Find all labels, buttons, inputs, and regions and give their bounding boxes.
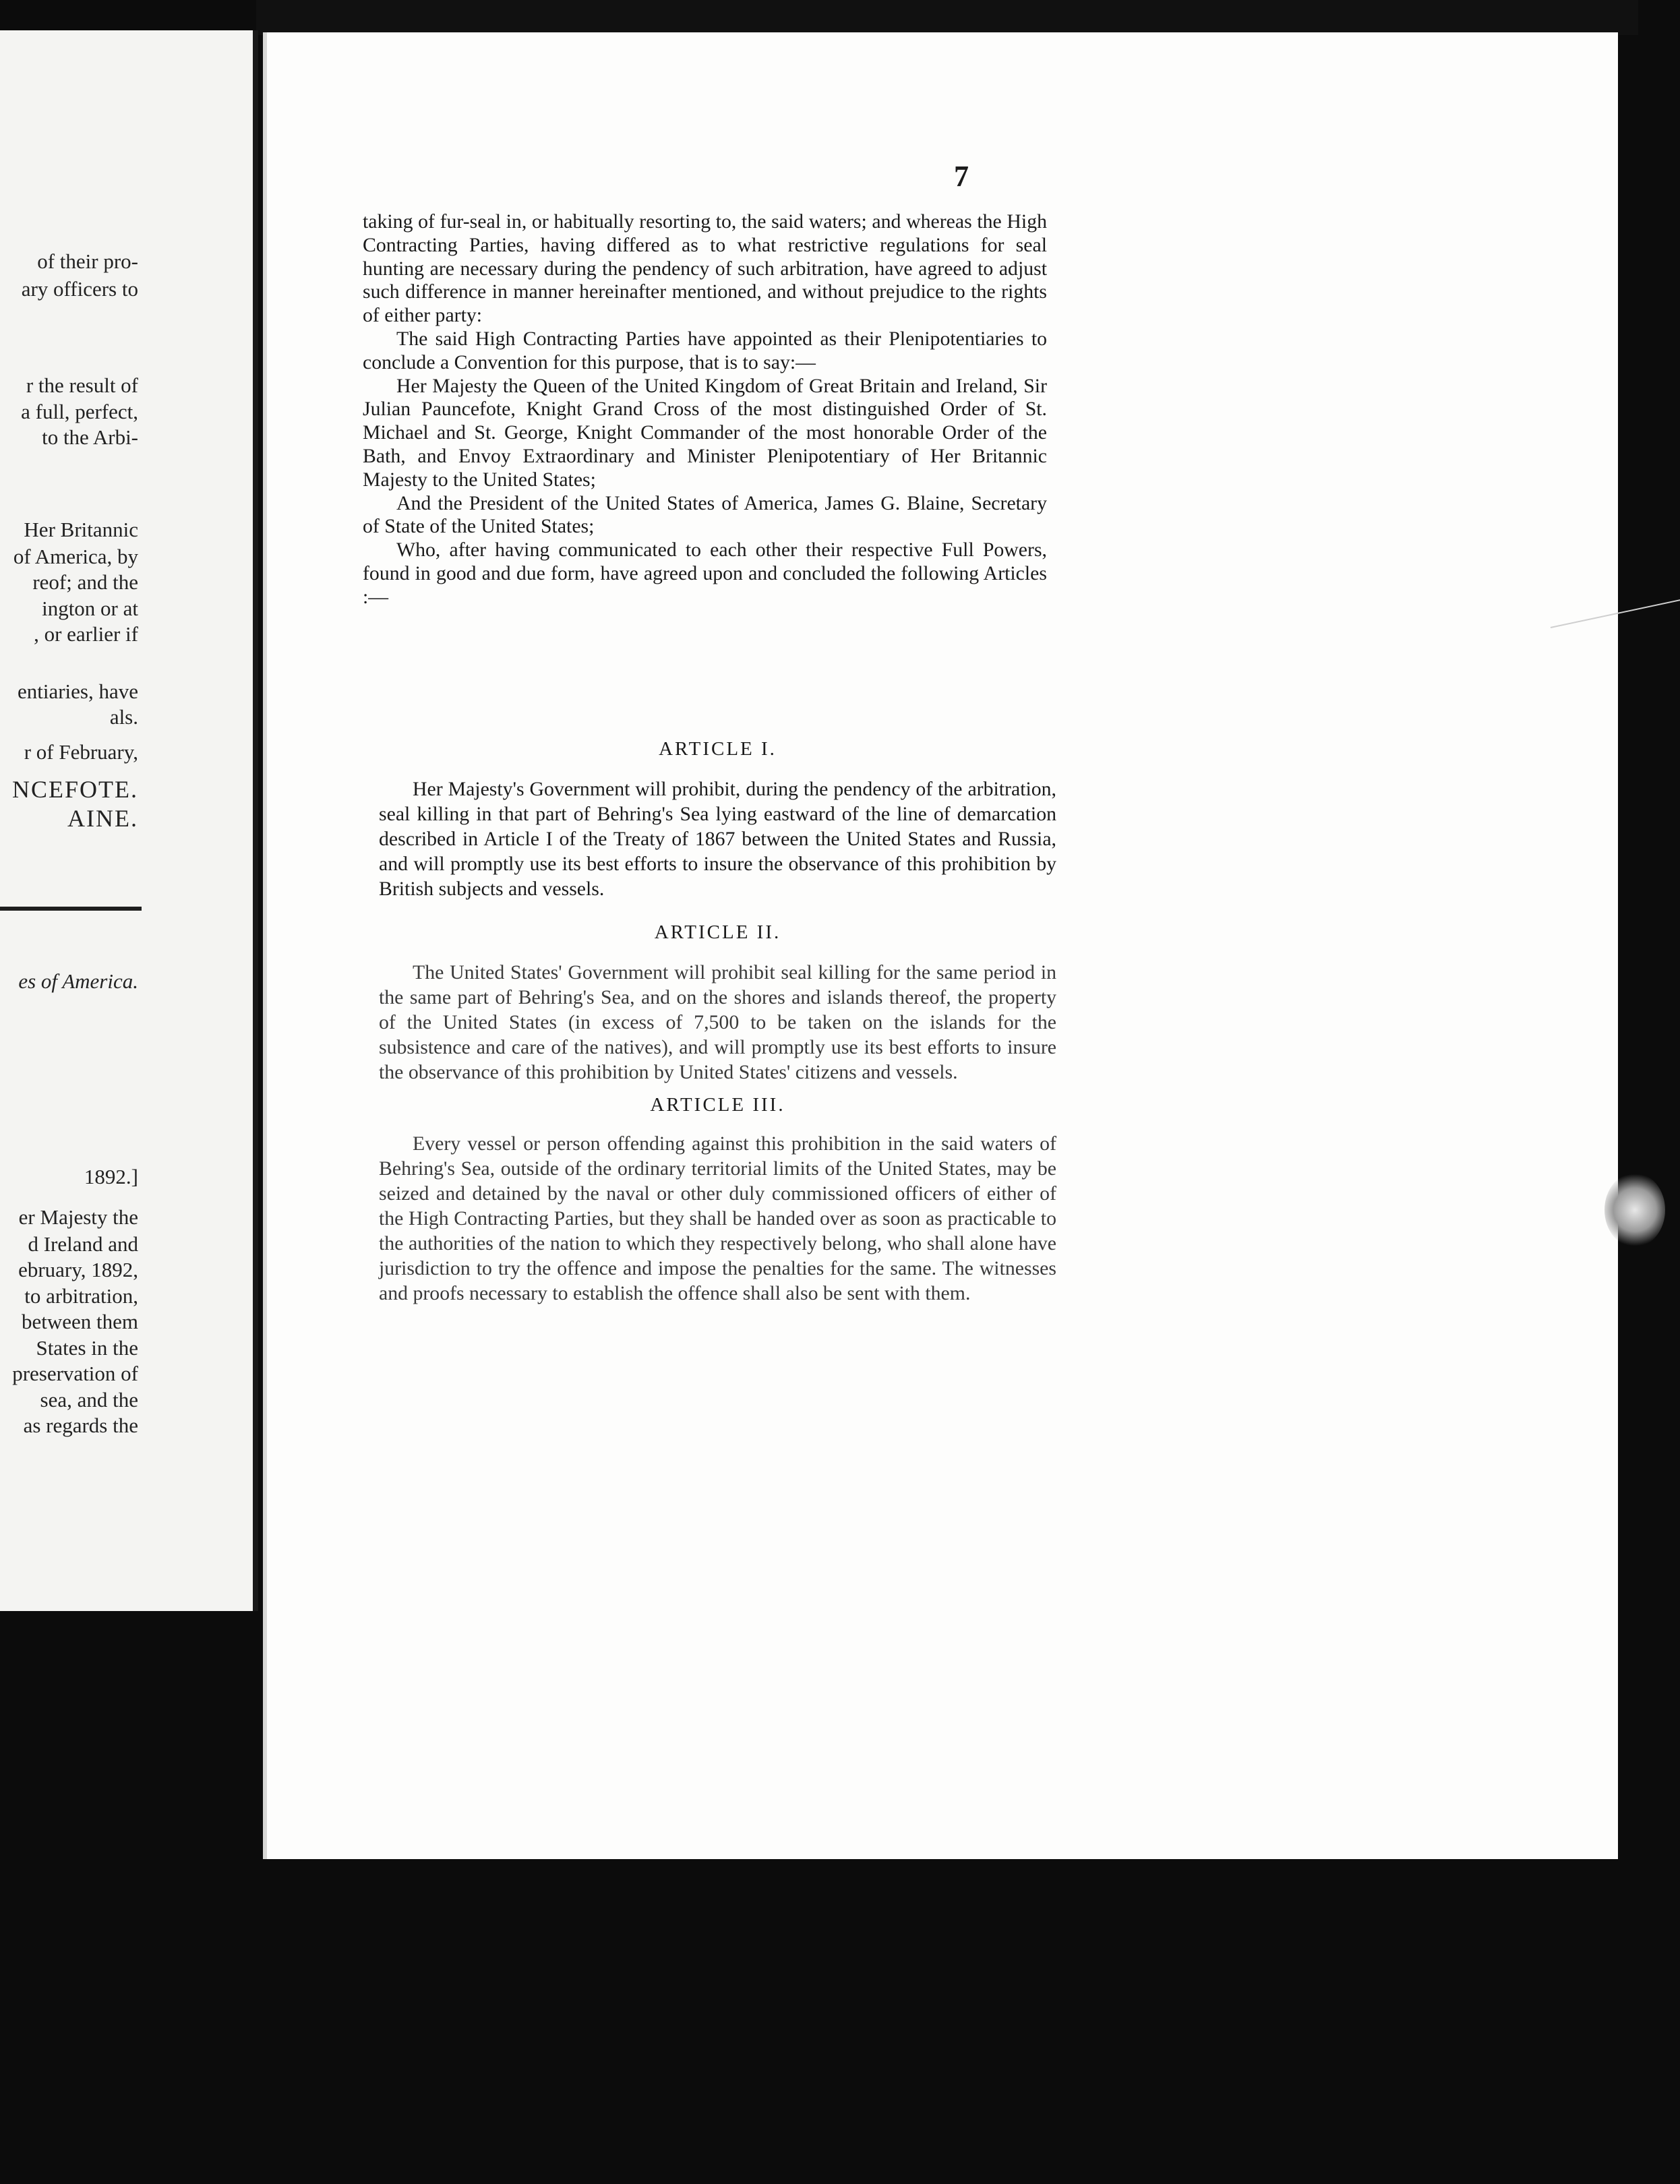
left-page-line: es of America.	[18, 969, 138, 993]
left-facing-page	[0, 30, 258, 1611]
left-page-line: als.	[109, 705, 138, 729]
left-page-rule	[0, 907, 142, 911]
left-page-line: er Majesty the	[18, 1205, 138, 1229]
left-page-line: States in the	[36, 1336, 138, 1360]
left-page-line: of their pro-	[37, 249, 138, 273]
left-page-line: ary officers to	[21, 277, 138, 301]
left-page-line: 1892.]	[84, 1165, 138, 1188]
left-page-line: between them	[21, 1310, 138, 1333]
left-page-line: a full, perfect,	[21, 400, 138, 423]
preamble-text	[363, 210, 1047, 609]
scan-border-top	[256, 0, 1638, 35]
left-page-line: NCEFOTE.	[12, 776, 138, 803]
article-3-heading: ARTICLE III.	[650, 1094, 785, 1116]
article-3-text: Every vessel or person offending against this prohibition in the said waters of Behring's Sea, outside of the ordinary territorial limits of the United States, may be seized and detained by the naval or other duly commissioned officers of either of the High Contracting Parties, but they shall be handed over as soon as practicable to the authorities of the nation to which they respectively belong, who shall alone have jurisdiction to try the offence and impose the penalties for the same. The witnesses and proofs necessary to establish the offence shall also be sent with them.	[379, 1132, 1056, 1304]
left-page-line: ebruary, 1892,	[18, 1258, 138, 1281]
left-page-line: preservation of	[12, 1362, 138, 1385]
article-1-text: Her Majesty's Government will prohibit, during the pendency of the arbitration, seal killing in that part of Behring's Sea lying eastward of the line of demarcation described in Article I of the Treaty of 1867 between the United States and Russia, and will promptly use its best efforts to insure the observance of this prohibition by British subjects and vessels.	[379, 778, 1056, 900]
articles-section	[379, 718, 1056, 1306]
left-page-line: , or earlier if	[34, 622, 138, 646]
left-page-line: to arbitration,	[24, 1284, 138, 1308]
preamble-paragraph: Who, after having communicated to each other their respective Full Powers, found in good and due form, have agreed upon and concluded the following Articles :—	[363, 539, 1047, 608]
left-page-line: d Ireland and	[28, 1232, 138, 1256]
left-page-line: r of February,	[24, 740, 138, 764]
article-2-text: The United States' Government will prohibit seal killing for the same period in the same part of Behring's Sea, and on the shores and islands thereof, the property of the United States (in excess of 7,500 to be taken on the islands for the subsistence and care of the natives), and will promptly use its best efforts to insure the observance of this prohibition by United States' citizens and vessels.	[379, 961, 1056, 1083]
left-page-line: ington or at	[42, 597, 138, 620]
left-page-line: r the result of	[26, 373, 138, 397]
scanner-glare	[1604, 1173, 1665, 1247]
left-page-line: of America, by	[13, 545, 138, 568]
left-page-line: reof; and the	[32, 570, 138, 594]
preamble-paragraph: taking of fur-seal in, or habitually resorting to, the said waters; and whereas the High Contracting Parties, having differed as to what restrictive regulations for seal hunting are necessary during the pendency of such arbitration, have agreed to adjust such difference in manner hereinafter mentioned, and without prejudice to the rights of either party:	[363, 210, 1047, 327]
preamble-paragraph: Her Majesty the Queen of the United Kingdom of Great Britain and Ireland, Sir Julian Pauncefote, Knight Grand Cross of the most distinguished Order of St. Michael and St. George, Knight Commander of the most honorable Order of the Bath, and Envoy Extraordinary and Minister Plenipotentiary of Her Britannic Majesty to the United States;	[363, 374, 1047, 491]
left-page-line: entiaries, have	[17, 679, 138, 703]
article-2-heading: ARTICLE II.	[654, 921, 781, 943]
page-number: 7	[954, 160, 969, 193]
left-page-line: as regards the	[23, 1414, 138, 1437]
left-page-line: to the Arbi-	[42, 425, 138, 449]
article-1-heading: ARTICLE I.	[659, 738, 777, 760]
left-page-line: Her Britannic	[24, 518, 138, 541]
left-page-line: AINE.	[67, 805, 138, 832]
preamble-paragraph: The said High Contracting Parties have appointed as their Plenipotentiaries to conclude a Convention for this purpose, that is to say:—	[363, 327, 1047, 373]
left-page-line: sea, and the	[40, 1388, 138, 1412]
preamble-paragraph: And the President of the United States of America, James G. Blaine, Secretary of State of the United States;	[363, 491, 1047, 538]
